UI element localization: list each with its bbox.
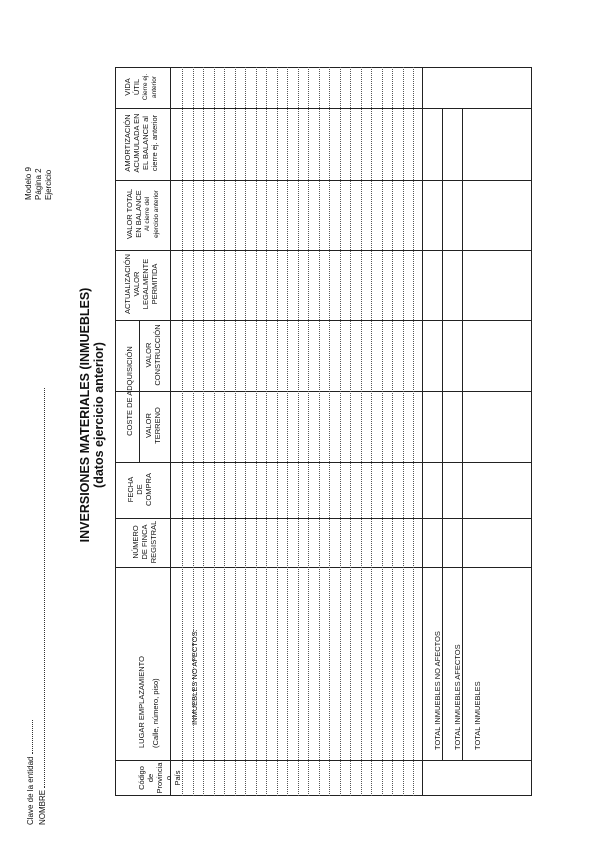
- col-amortizacion-header: AMORTIZACIÓN ACUMULADA EN EL BALANCE al cierre ej. anterior: [123, 113, 159, 173]
- data-row-line: [319, 67, 320, 796]
- data-row-line: [361, 67, 362, 796]
- data-row-line: [392, 67, 393, 796]
- page-title: [78, 210, 106, 620]
- total-row-line-3: [462, 108, 463, 760]
- row-total-no-afectos: TOTAL INMUEBLES NO AFECTOS: [433, 631, 442, 750]
- col-sep-actualizacion: [115, 250, 532, 251]
- col-valor-total-header: VALOR TOTAL EN BALANCE Al cierre del ejercicio anterior: [125, 188, 160, 240]
- data-row-line: [340, 67, 341, 796]
- data-row-line: [224, 67, 225, 796]
- col-construccion-header: VALOR CONSTRUCCIÓN: [144, 324, 162, 386]
- col-codigo-header: Código de Provincia o País: [137, 762, 182, 794]
- header-divider: [170, 67, 171, 796]
- inmuebles-table: [115, 67, 532, 796]
- data-row-line: [182, 67, 183, 796]
- data-row-line: [403, 67, 404, 796]
- pagina-label: Página 2: [34, 168, 43, 200]
- title-main: INVERSIONES MATERIALES (INMUEBLES): [78, 287, 92, 543]
- modelo-label: Modelo 9: [24, 167, 33, 200]
- data-row-line: [203, 67, 204, 796]
- col-sep-finca: [115, 518, 532, 519]
- col-lugar-header: LUGAR EMPLAZAMIENTO (Calle, número, piso): [137, 656, 160, 748]
- col-vida-header: VIDA ÚTIL Cierre ej. anterior: [123, 73, 158, 101]
- data-row-line: [235, 67, 236, 796]
- col-sep-construccion: [115, 320, 532, 321]
- coste-group-header: COSTE DE ADQUISICIÓN: [125, 346, 134, 436]
- nombre-field[interactable]: [36, 388, 45, 788]
- row-inmuebles-no-afectos: INMUEBLES NO AFECTOS:: [190, 629, 199, 725]
- title-sub: (datos ejercicio anterior): [92, 342, 106, 488]
- col-fecha-header: FECHA DE COMPRA: [126, 473, 153, 506]
- data-row-line: [329, 67, 330, 796]
- data-row-line: [413, 67, 414, 796]
- total-row-line-1: [422, 67, 423, 796]
- row-total-afectos: TOTAL INMUEBLES AFECTOS: [453, 644, 462, 750]
- coste-group-divider: [139, 320, 140, 462]
- total-row-line-2: [442, 108, 443, 760]
- col-sep-valor-total: [115, 180, 532, 181]
- clave-label: Clave de la entidad: [26, 756, 35, 825]
- clave-field[interactable]: [24, 720, 33, 754]
- model-header: [24, 40, 64, 200]
- col-terreno-header: VALOR TERRENO: [144, 407, 162, 444]
- col-sep-lugar: [115, 567, 532, 568]
- data-row-line: [266, 67, 267, 796]
- data-row-line: [287, 67, 288, 796]
- nombre-label: NOMBRE: [38, 789, 47, 825]
- data-row-line: [382, 67, 383, 796]
- col-actualizacion-header: ACTUALIZACIÓN VALOR LEGALMENTE PERMITIDA: [123, 254, 159, 315]
- data-row-line: [277, 67, 278, 796]
- col-finca-header: NÚMERO DE FINCA REGISTRAL: [131, 520, 158, 564]
- data-row-line: [245, 67, 246, 796]
- col-sep-fecha: [115, 462, 532, 463]
- data-row-line: [308, 67, 309, 796]
- col-sep-amortizacion: [115, 108, 532, 109]
- data-row-line: [298, 67, 299, 796]
- data-row-line: [350, 67, 351, 796]
- row-total: TOTAL INMUEBLES: [473, 681, 482, 750]
- data-row-line: [371, 67, 372, 796]
- data-row-line: [214, 67, 215, 796]
- data-row-line: [256, 67, 257, 796]
- ejercicio-label: Ejercicio: [44, 169, 53, 200]
- col-sep-terreno: [115, 391, 532, 392]
